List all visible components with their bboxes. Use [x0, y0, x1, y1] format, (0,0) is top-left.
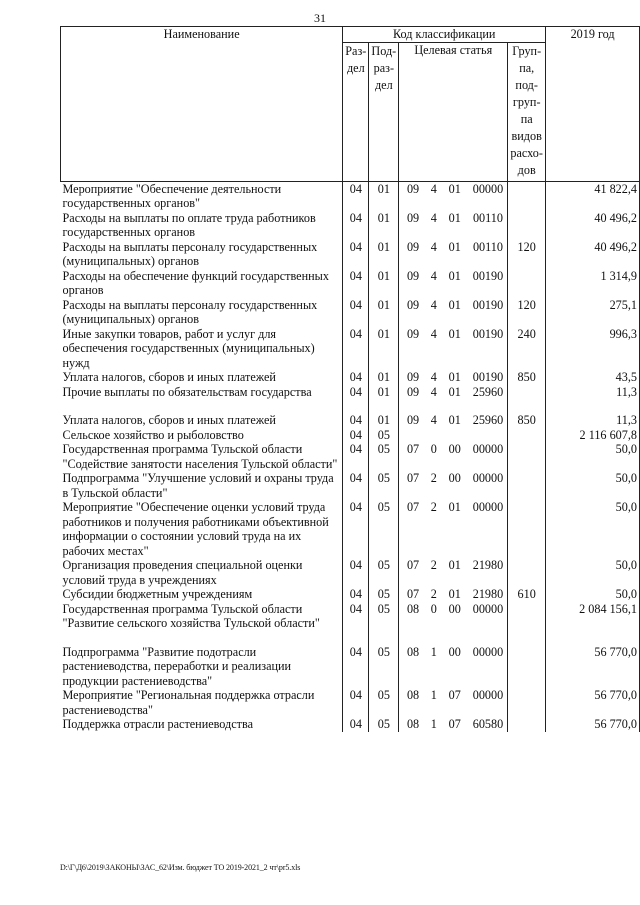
cell-amt: 56 770,0 [546, 717, 640, 732]
cell-c3: 07 [448, 688, 461, 702]
cell-rz: 04 [343, 240, 369, 269]
cell-name: Государственная программа Тульской области "Развитие сельского хозяйства Тульской области" [61, 602, 343, 645]
cell-pr: 01 [369, 298, 399, 327]
cell-c1: 09 [399, 240, 427, 269]
cell-vr: 240 [508, 327, 546, 371]
cell-name: Расходы на выплаты по оплате труда работников государственных органов [61, 211, 343, 240]
cell-c4: 00000 [472, 471, 504, 485]
cell-c3: 00 [448, 601, 461, 616]
cell-pr: 05 [369, 428, 399, 443]
table-row [61, 240, 640, 269]
cell-pr: 05 [369, 442, 399, 471]
cell-amt: 40 496,2 [546, 240, 640, 269]
cell-c2: 0 [430, 442, 437, 456]
header-group: Груп-па, под-груп-па видов расхо-дов [508, 42, 546, 181]
cell-c3: 07 [448, 717, 461, 731]
cell-c4: 00000 [472, 500, 504, 514]
cell-rz: 04 [343, 413, 369, 428]
cell-c3: 00 [448, 442, 461, 456]
cell-name: Прочие выплаты по обязательствам государства [61, 385, 343, 414]
cell-amt: 2 084 156,1 [546, 602, 640, 645]
cell-c4: 00000 [472, 644, 504, 659]
cell-rz: 04 [343, 211, 369, 240]
cell-pr: 01 [369, 370, 399, 385]
cell-name: Поддержка отрасли растениеводства [61, 717, 343, 732]
cell-amt: 50,0 [546, 558, 640, 587]
cell-c3: 01 [448, 413, 461, 427]
cell-amt: 50,0 [546, 500, 640, 558]
cell-c2: 1 [430, 644, 437, 659]
cell-c1: 09 [399, 269, 427, 298]
cell-c1: 07 [399, 558, 427, 587]
cell-pr: 05 [369, 602, 399, 645]
cell-c3: 01 [448, 558, 461, 572]
cell-vr: 610 [508, 587, 546, 602]
budget-table [60, 26, 640, 732]
cell-rz: 04 [343, 327, 369, 371]
cell-vr [508, 688, 546, 717]
cell-vr [508, 211, 546, 240]
cell-c2: 4 [430, 413, 437, 427]
cell-c1: 08 [399, 688, 427, 717]
cell-c2: 1 [430, 717, 437, 731]
cell-pr: 05 [369, 587, 399, 602]
cell-c1: 08 [399, 717, 427, 732]
cell-name: Подпрограмма "Развитие подотрасли растениеводства, переработки и реализации продукции растениеводства" [61, 645, 343, 689]
cell-name: Организация проведения специальной оценки условий труда в учреждениях [61, 558, 343, 587]
table-row [61, 269, 640, 298]
cell-c2: 4 [430, 268, 437, 283]
cell-c3: 01 [448, 181, 461, 196]
cell-c1: 09 [399, 298, 427, 327]
cell-amt: 996,3 [546, 327, 640, 371]
cell-c3: 01 [448, 370, 461, 384]
cell-pr: 05 [369, 688, 399, 717]
cell-rz: 04 [343, 717, 369, 732]
table-row [61, 645, 640, 689]
cell-c2: 4 [430, 297, 437, 312]
cell-name: Уплата налогов, сборов и иных платежей [61, 370, 343, 385]
cell-name: Мероприятие "Региональная поддержка отрасли растениеводства" [61, 688, 343, 717]
cell-vr: 120 [508, 240, 546, 269]
table-row [61, 558, 640, 587]
cell-name: Расходы на выплаты персоналу государственных (муниципальных) органов [61, 298, 343, 327]
cell-c1: 09 [399, 181, 427, 211]
cell-c3: 01 [448, 297, 461, 312]
cell-name: Мероприятие "Обеспечение оценки условий труда работников и получения работниками объективной информации о состоянии условий труда на их рабочих местах" [61, 500, 343, 558]
cell-name: Расходы на обеспечение функций государственных органов [61, 269, 343, 298]
cell-vr [508, 269, 546, 298]
table-row [61, 500, 640, 558]
cell-amt: 56 770,0 [546, 645, 640, 689]
cell-pr: 05 [369, 471, 399, 500]
cell-vr [508, 181, 546, 211]
table-row [61, 442, 640, 471]
cell-name: Субсидии бюджетным учреждениям [61, 587, 343, 602]
cell-c4: 00000 [472, 601, 504, 616]
cell-rz: 04 [343, 269, 369, 298]
cell-c3: 01 [448, 384, 461, 399]
cell-rz: 04 [343, 645, 369, 689]
cell-vr [508, 471, 546, 500]
cell-rz: 04 [343, 442, 369, 471]
cell-c4: 00190 [472, 326, 504, 341]
cell-name: Сельское хозяйство и рыболовство [61, 428, 343, 443]
cell-rz: 04 [343, 385, 369, 414]
cell-c2: 4 [430, 239, 437, 254]
cell-pr: 01 [369, 385, 399, 414]
cell-c1 [399, 428, 427, 443]
cell-c4: 00000 [472, 442, 504, 456]
table-row [61, 211, 640, 240]
cell-c3: 01 [448, 239, 461, 254]
cell-vr: 120 [508, 298, 546, 327]
cell-c2: 2 [430, 471, 437, 485]
cell-c4: 00000 [472, 181, 504, 196]
cell-amt: 41 822,4 [546, 181, 640, 211]
cell-c4 [469, 428, 508, 443]
cell-c1: 07 [399, 500, 427, 558]
cell-vr [508, 645, 546, 689]
cell-c3: 00 [448, 644, 461, 659]
cell-c2: 4 [430, 326, 437, 341]
header-section: Раз-дел [343, 42, 369, 181]
cell-amt: 50,0 [546, 442, 640, 471]
table-row [61, 327, 640, 371]
cell-rz: 04 [343, 370, 369, 385]
cell-rz: 04 [343, 181, 369, 211]
cell-c1: 09 [399, 327, 427, 371]
cell-rz: 04 [343, 602, 369, 645]
cell-c4: 25960 [472, 384, 504, 399]
cell-vr: 850 [508, 370, 546, 385]
cell-pr: 01 [369, 413, 399, 428]
cell-pr: 01 [369, 181, 399, 211]
cell-vr [508, 500, 546, 558]
cell-amt: 40 496,2 [546, 211, 640, 240]
cell-c4: 00190 [472, 268, 504, 283]
header-year: 2019 год [546, 27, 640, 182]
cell-c1: 08 [399, 602, 427, 645]
cell-c2: 2 [430, 500, 437, 514]
cell-c2 [427, 428, 441, 443]
cell-c1: 09 [399, 211, 427, 240]
cell-vr [508, 442, 546, 471]
cell-c1: 07 [399, 471, 427, 500]
cell-rz: 04 [343, 298, 369, 327]
cell-c4: 00110 [472, 210, 503, 225]
cell-c1: 08 [399, 645, 427, 689]
cell-c4: 00000 [472, 688, 504, 702]
cell-c3: 01 [448, 268, 461, 283]
cell-pr: 01 [369, 240, 399, 269]
table-row [61, 181, 640, 211]
cell-c2: 2 [430, 558, 437, 572]
cell-c4: 00110 [472, 239, 503, 254]
header-classification: Код классификации [343, 27, 546, 43]
cell-amt: 11,3 [546, 413, 640, 428]
cell-name: Расходы на выплаты персоналу государственных (муниципальных) органов [61, 240, 343, 269]
cell-vr [508, 385, 546, 414]
table-row [61, 471, 640, 500]
cell-c2: 4 [430, 210, 437, 225]
table-row [61, 413, 640, 428]
cell-c2: 0 [430, 601, 437, 616]
cell-c1: 09 [399, 370, 427, 385]
cell-name: Мероприятие "Обеспечение деятельности государственных органов" [61, 181, 343, 211]
cell-pr: 01 [369, 327, 399, 371]
cell-c4: 25960 [472, 413, 504, 427]
cell-amt: 1 314,9 [546, 269, 640, 298]
header-target: Целевая статья [399, 42, 508, 181]
cell-pr: 01 [369, 269, 399, 298]
table-body [61, 181, 640, 732]
cell-c3: 01 [448, 326, 461, 341]
page-number: 31 [314, 11, 326, 25]
cell-c2: 1 [430, 688, 437, 702]
cell-name: Уплата налогов, сборов и иных платежей [61, 413, 343, 428]
cell-c1: 09 [399, 413, 427, 428]
cell-name: Государственная программа Тульской области "Содействие занятости населения Тульской области" [61, 442, 343, 471]
file-path-footer: D:\Г\Д6\2019\ЗАКОНЫ\ЗАС_62\Изм. бюджет ТО 2019-2021_2 чт\pr5.xls [60, 863, 301, 872]
cell-amt: 2 116 607,8 [546, 428, 640, 443]
cell-rz: 04 [343, 587, 369, 602]
cell-vr [508, 558, 546, 587]
cell-c2: 2 [430, 587, 437, 601]
cell-c3: 01 [448, 500, 461, 514]
cell-pr: 01 [369, 211, 399, 240]
cell-vr [508, 428, 546, 443]
table-row [61, 428, 640, 443]
cell-amt: 275,1 [546, 298, 640, 327]
header-name: Наименование [61, 27, 343, 182]
cell-c1: 09 [399, 385, 427, 414]
table-row [61, 298, 640, 327]
cell-pr: 05 [369, 558, 399, 587]
cell-c4: 00190 [472, 297, 504, 312]
header-subsection: Под-раз-дел [369, 42, 399, 181]
table-row [61, 370, 640, 385]
cell-rz: 04 [343, 558, 369, 587]
table-row [61, 688, 640, 717]
cell-pr: 05 [369, 717, 399, 732]
cell-c3 [441, 428, 469, 443]
cell-c2: 4 [430, 181, 437, 196]
cell-c4: 60580 [472, 717, 504, 731]
cell-rz: 04 [343, 471, 369, 500]
cell-c4: 00190 [472, 370, 504, 384]
cell-amt: 43,5 [546, 370, 640, 385]
table-row [61, 717, 640, 732]
cell-amt: 56 770,0 [546, 688, 640, 717]
cell-c2: 4 [430, 384, 437, 399]
table-row [61, 385, 640, 414]
cell-c4: 21980 [472, 587, 504, 601]
cell-amt: 11,3 [546, 385, 640, 414]
cell-rz: 04 [343, 688, 369, 717]
table-row [61, 602, 640, 645]
cell-name: Подпрограмма "Улучшение условий и охраны труда в Тульской области" [61, 471, 343, 500]
cell-vr [508, 717, 546, 732]
cell-rz: 04 [343, 500, 369, 558]
cell-amt: 50,0 [546, 471, 640, 500]
cell-c1: 07 [399, 587, 427, 602]
cell-c3: 01 [448, 210, 461, 225]
cell-vr: 850 [508, 413, 546, 428]
cell-c2: 4 [430, 370, 437, 384]
cell-pr: 05 [369, 645, 399, 689]
cell-rz: 04 [343, 428, 369, 443]
cell-c3: 01 [448, 587, 461, 601]
cell-vr [508, 602, 546, 645]
cell-name: Иные закупки товаров, работ и услуг для обеспечения государственных (муниципальных) нужд [61, 327, 343, 371]
cell-c3: 00 [448, 471, 461, 485]
table-row [61, 587, 640, 602]
cell-pr: 05 [369, 500, 399, 558]
cell-c4: 21980 [472, 558, 504, 572]
cell-c1: 07 [399, 442, 427, 471]
cell-amt: 50,0 [546, 587, 640, 602]
